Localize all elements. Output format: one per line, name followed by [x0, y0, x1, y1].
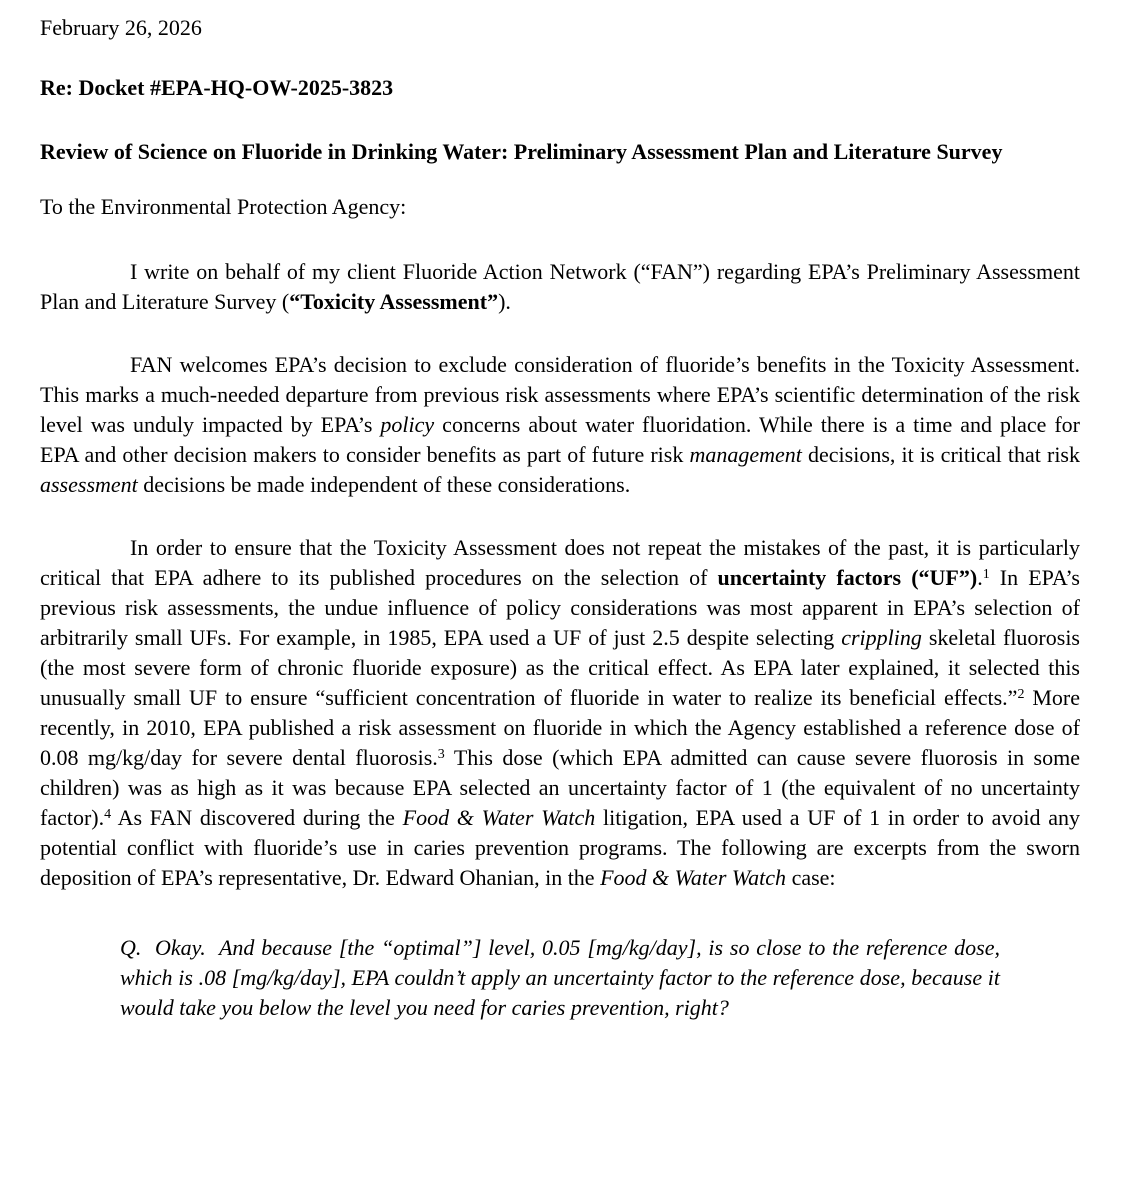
salutation: To the Environmental Protection Agency:: [40, 194, 407, 219]
paragraph-intro: I write on behalf of my client Fluoride Action Network (“FAN”) regarding EPA’s Preliminary Assessment Plan and Literature Survey (“Toxicity Assessment”).: [40, 259, 1080, 314]
paragraph-uncertainty-factors: In order to ensure that the Toxicity Assessment does not repeat the mistakes of the past, it is particularly critical that EPA adhere to its published procedures on the selection of uncertainty factors (“UF”).$^1$ In EPA’s previous risk assessments, the undue influence of policy considerations was most apparent in EPA’s selection of arbitrarily small UFs. For example, in 1985, EPA used a UF of just 2.5 despite selecting crippling skeletal fluorosis (the most severe form of chronic fluoride exposure) as the critical effect. As EPA later explained, it selected this unusually small UF to ensure “sufficient concentration of fluoride in water to realize its beneficial effects.”$^2$ More recently, in 2010, EPA published a risk assessment on fluoride in which the Agency established a reference dose of 0.08 mg/kg/day for severe dental fluorosis.$^3$ This dose (which EPA admitted can cause severe fluorosis in some children) was as high as it was because EPA selected an uncertainty factor of 1 (the equivalent of no uncertainty factor).$^4$ As FAN discovered during the Food & Water Watch litigation, EPA used a UF of 1 in order to avoid any potential conflict with fluoride’s use in caries prevention programs. The following are excerpts from the sworn deposition of EPA’s representative, Dr. Edward Ohanian, in the Food & Water Watch case:: [40, 535, 1081, 890]
paragraph-welcome-benefits: FAN welcomes EPA’s decision to exclude consideration of fluoride’s benefits in the Toxicity Assessment. This marks a much-needed departure from previous risk assessments where EPA’s scientific determination of the risk level was unduly impacted by EPA’s policy concerns about water fluoridation. While there is a time and place for EPA and other decision makers to consider benefits as part of future risk management decisions, it is critical that risk assessment decisions be made independent of these considerations.: [40, 352, 1080, 497]
deposition-quote: Q. Okay. And because [the “optimal”] level, 0.05 [mg/kg/day], is so close to the reference dose, which is .08 [mg/kg/day], EPA couldn’t apply an uncertainty factor to the reference dose, because it would take you below the level you need for caries prevention, right?: [120, 935, 1000, 1020]
date-line: February 26, 2026: [40, 15, 202, 40]
docket-line: Re: Docket #EPA-HQ-OW-2025-3823: [40, 75, 394, 100]
document-title: Review of Science on Fluoride in Drinking Water: Preliminary Assessment Plan and Literature Survey: [40, 139, 1003, 164]
